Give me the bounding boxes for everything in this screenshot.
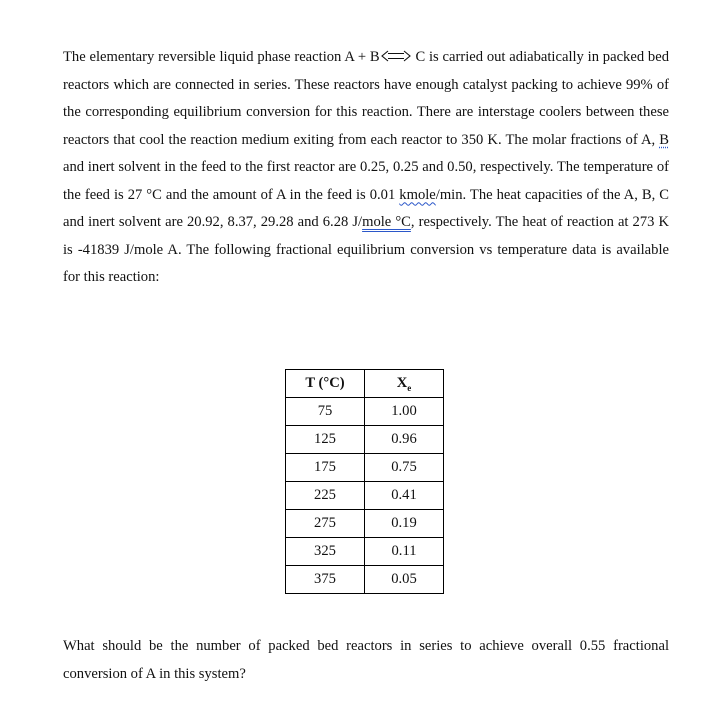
double-headed-arrow-icon — [381, 45, 411, 57]
cell-temperature: 75 — [286, 398, 365, 426]
table-row — [286, 538, 444, 566]
cell-conversion: 0.11 — [365, 538, 444, 566]
problem-text-1: The elementary reversible liquid phase reaction A + B — [63, 49, 380, 65]
problem-text-5: , respectively. The heat of reaction at 273 K is -41839 J/mole A. The following fractional equilibrium conversion vs temperature data is available for this reaction: — [63, 214, 669, 285]
header-conversion — [365, 370, 444, 398]
cell-temperature: 175 — [286, 454, 365, 482]
cell-temperature: 225 — [286, 482, 365, 510]
table-row — [286, 426, 444, 454]
cell-temperature: 325 — [286, 538, 365, 566]
cell-conversion: 0.05 — [365, 566, 444, 594]
table-row — [286, 454, 444, 482]
problem-paragraph — [63, 44, 669, 292]
mole-c-unit: mole °C — [362, 214, 411, 230]
table-row — [286, 510, 444, 538]
equilibrium-conversion-table — [285, 369, 444, 594]
question-text: What should be the number of packed bed reactors in series to achieve overall 0.55 fractional conversion of A in this system? — [63, 638, 669, 682]
cell-conversion: 0.96 — [365, 426, 444, 454]
cell-temperature: 375 — [286, 566, 365, 594]
table-row — [286, 398, 444, 426]
cell-temperature: 125 — [286, 426, 365, 454]
cell-conversion: 0.19 — [365, 510, 444, 538]
problem-statement — [63, 44, 669, 292]
header-conversion-label: X — [396, 374, 408, 391]
table-row — [286, 482, 444, 510]
table-header-row — [286, 370, 444, 398]
b-letter: B — [659, 131, 669, 148]
problem-text-2: C is carried out adiabatically in packed bed reactors which are connected in series. These reactors have enough catalyst packing to achieve 99% of the corresponding equilibrium conversion for this reaction. There are interstage coolers between these reactors that cool the reaction medium exiting from each reactor to 350 K. The molar fractions of A, — [63, 49, 670, 148]
header-conversion-subscript: e — [407, 382, 412, 393]
problem-text-4: /min. The heat capacities of the A, B, C and inert solvent are 20.92, 8.37, 29.28 and 6.28 J/ — [63, 186, 669, 230]
cell-conversion: 1.00 — [365, 398, 444, 426]
kmole-unit: kmole — [399, 186, 436, 203]
question-block — [63, 633, 669, 688]
table-row — [286, 566, 444, 594]
header-temperature: T (°C) — [286, 370, 365, 398]
problem-text-3: and inert solvent in the feed to the first reactor are 0.25, 0.25 and 0.50, respectively. The temperature of the feed is 27 °C and the amount of A in the feed is 0.01 — [63, 159, 669, 203]
cell-conversion: 0.41 — [365, 482, 444, 510]
cell-temperature: 275 — [286, 510, 365, 538]
cell-conversion: 0.75 — [365, 454, 444, 482]
